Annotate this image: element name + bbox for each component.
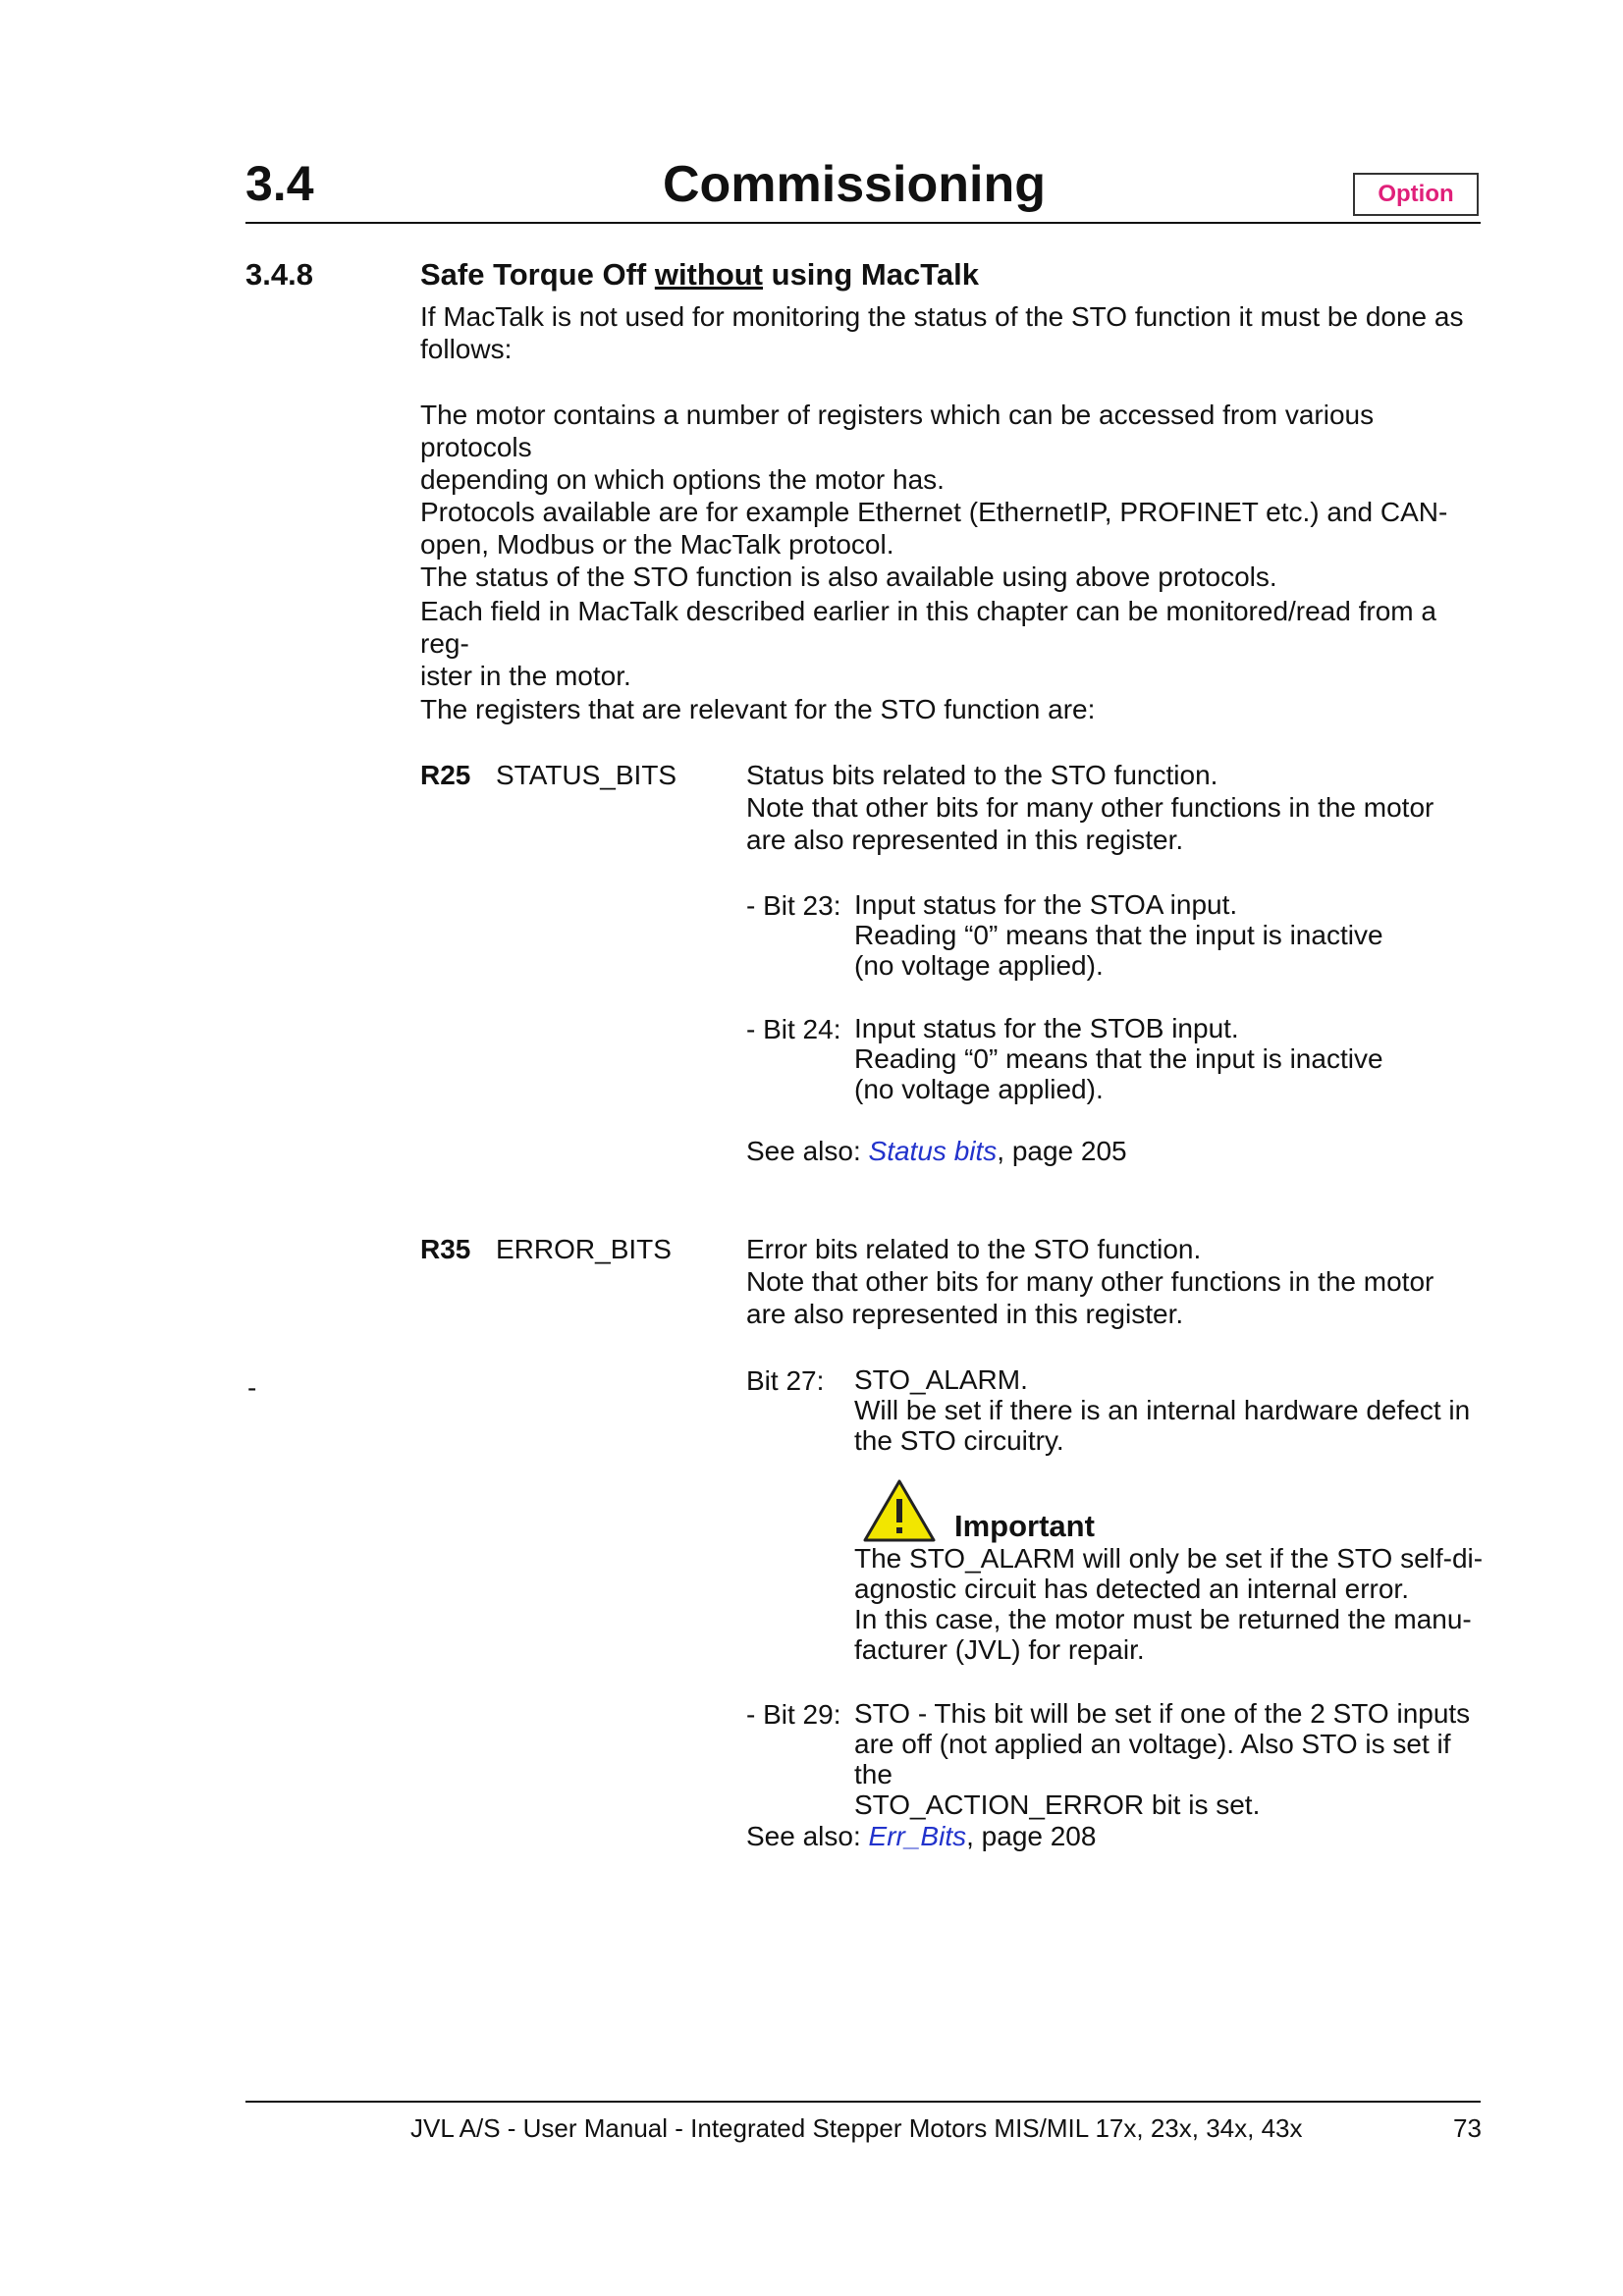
see-also-err-bits: See also: Err_Bits, page 208 — [746, 1821, 1097, 1851]
important-text: The STO_ALARM will only be set if the STO self-di- agnostic circuit has detected an internal error. In this case, the motor must be returned the manu- facturer (JVL) for repair. — [854, 1543, 1484, 1665]
paragraph-fields: Each field in MacTalk described earlier in this chapter can be monitored/read from a reg- ister in the motor. — [420, 596, 1436, 691]
bit24-desc: Input status for the STOB input. Reading “0” means that the input is inactive (no voltage applied). — [854, 1013, 1383, 1104]
bit23-label: - Bit 23: — [746, 890, 841, 921]
register-name-r35: ERROR_BITS — [496, 1234, 672, 1264]
section-number: 3.4 — [245, 156, 314, 211]
paragraph-relevant: The registers that are relevant for the STO function are: — [420, 694, 1096, 724]
register-desc-r25: Status bits related to the STO function. Note that other bits for many other functions in the motor are also represented in this register. — [746, 760, 1434, 855]
register-id-r25: R25 — [420, 760, 471, 790]
header-divider — [245, 222, 1481, 224]
page-title: Commissioning — [662, 156, 1047, 213]
bit27-label: Bit 27: — [746, 1365, 825, 1396]
margin-dash: - — [247, 1372, 257, 1403]
register-name-r25: STATUS_BITS — [496, 760, 677, 790]
see-also-status-bits: See also: Status bits, page 205 — [746, 1136, 1127, 1166]
err-bits-link[interactable]: Err_Bits — [868, 1821, 967, 1851]
option-badge: Option — [1353, 173, 1479, 216]
warning-triangle-icon — [862, 1477, 937, 1544]
bit29-label: - Bit 29: — [746, 1699, 841, 1730]
register-id-r35: R35 — [420, 1234, 471, 1264]
footer-text: JVL A/S - User Manual - Integrated Stepper Motors MIS/MIL 17x, 23x, 34x, 43x — [410, 2113, 1303, 2143]
status-bits-link[interactable]: Status bits — [868, 1136, 998, 1166]
important-title: Important — [954, 1509, 1095, 1543]
underlined-word: without — [654, 257, 764, 292]
bit23-desc: Input status for the STOA input. Reading “0” means that the input is inactive (no voltage applied). — [854, 889, 1383, 981]
paragraph-registers: The motor contains a number of registers which can be accessed from various protocols depending on which options the motor has. Protocols available are for example Ethernet (EthernetIP, PROFINET etc.) and CAN- open, Modbus or the MacTalk protocol. The status of the STO function is also available using above protocols. — [420, 400, 1448, 592]
register-desc-r35: Error bits related to the STO function. Note that other bits for many other functions in the motor are also represented in this register. — [746, 1234, 1434, 1329]
bit27-desc: STO_ALARM. Will be set if there is an internal hardware defect in the STO circuitry. — [854, 1364, 1471, 1456]
paragraph-intro: If MacTalk is not used for monitoring the status of the STO function it must be done as follows: — [420, 301, 1464, 364]
bit24-label: - Bit 24: — [746, 1014, 841, 1044]
bit29-desc: STO - This bit will be set if one of the 2 STO inputs are off (not applied an voltage). Also STO is set if the STO_ACTION_ERROR bit is set. — [854, 1698, 1471, 1820]
subsection-number: 3.4.8 — [245, 257, 313, 292]
footer-divider — [245, 2101, 1481, 2103]
subsection-title: Safe Torque Off without using MacTalk — [420, 257, 979, 292]
page-number: 73 — [1453, 2113, 1482, 2143]
